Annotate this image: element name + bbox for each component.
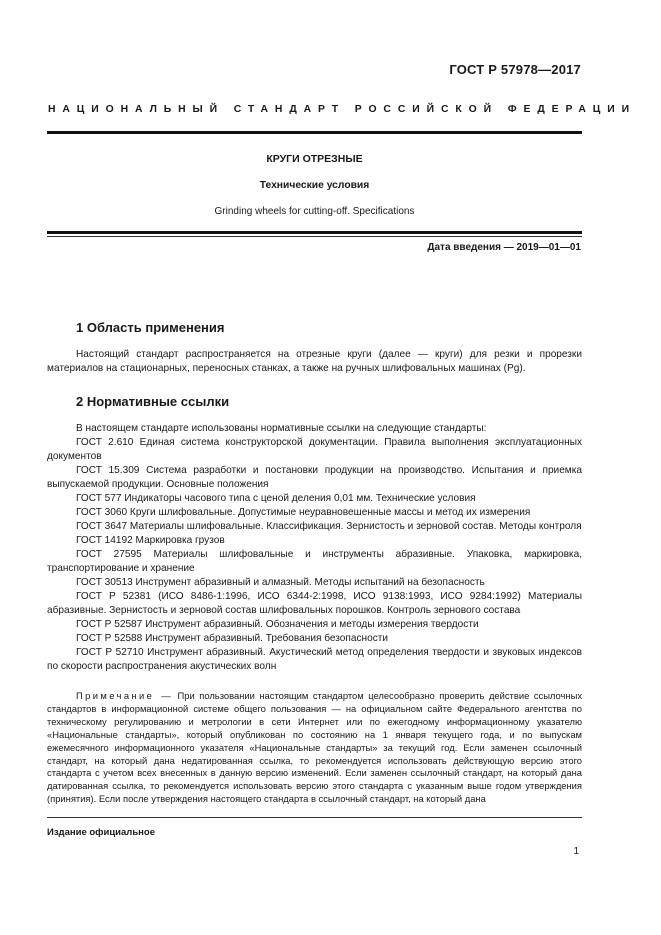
document-english-title: Grinding wheels for cutting-off. Specifications — [214, 206, 415, 217]
edition-label: Издание официальное — [47, 827, 155, 838]
national-standard-heading: НАЦИОНАЛЬНЫЙ СТАНДАРТ РОССИЙСКОЙ ФЕДЕРАЦИИ — [48, 104, 637, 115]
document-code: ГОСТ Р 57978—2017 — [449, 62, 581, 77]
reference-item: ГОСТ 3647 Материалы шлифовальные. Классификация. Зернистость и зерновой состав. Методы контроля — [76, 521, 582, 532]
reference-item: ГОСТ 27595 Материалы шлифовальные и инструменты абразивные. Упаковка, маркировка, транспортирование и хранение — [47, 549, 582, 574]
page-number: 1 — [573, 846, 579, 857]
reference-item: ГОСТ Р 52588 Инструмент абразивный. Требования безопасности — [76, 633, 389, 644]
reference-item: ГОСТ Р 52587 Инструмент абразивный. Обозначения и методы измерения твердости — [76, 619, 479, 630]
document-title: КРУГИ ОТРЕЗНЫЕ — [266, 153, 363, 165]
reference-item: ГОСТ Р 52381 (ИСО 8486-1:1996, ИСО 6344-2:1998, ИСО 9138:1993, ИСО 9284:1992) Материалы абразивные. Зернистость и зерновой состав шлифовальных порошков. Контроль зернового состава — [47, 591, 582, 616]
reference-item: ГОСТ Р 52710 Инструмент абразивный. Акустический метод определения твердости и звуковых индексов по скорости распространения акустических волн — [47, 647, 582, 672]
reference-item: ГОСТ 30513 Инструмент абразивный и алмазный. Методы испытаний на безопасность — [76, 577, 485, 588]
reference-item: ГОСТ 14192 Маркировка грузов — [76, 535, 225, 546]
note-label: Примечание — — [76, 690, 173, 701]
note-text: При пользовании настоящим стандартом целесообразно проверить действие ссылочных стандартов в информационной системе общего пользования — на официальном сайте Федерального агентства по техническому регулированию и метрологии в сети Интернет или по ежегодному информационному указателю «Национальные стандарты», который опубликован по состоянию на 1 января текущего года, и по выпускам ежемесячного информационного указателя «Национальные стандарты» за текущий год. Если заменен ссылочный стандарт, на который дана недатированная ссылка, то рекомендуется использовать действующую версию этого стандарта с учетом всех внесенных в данную версию изменений. Если заменен ссылочный стандарт, на который дана датированная ссылка, то рекомендуется использовать версию этого стандарта с указанным выше годом утверждения (принятия). Если после утверждения настоящего стандарта в ссылочный стандарт, на который дана — [47, 690, 583, 805]
section-2-heading: 2 Нормативные ссылки — [76, 394, 230, 409]
document-subtitle: Технические условия — [259, 180, 370, 191]
introduction-date: Дата введения — 2019—01—01 — [427, 242, 581, 253]
reference-item: ГОСТ 577 Индикаторы часового типа с ценой деления 0,01 мм. Технические условия — [76, 493, 476, 504]
section-1-text-block — [47, 348, 582, 376]
section-1-paragraph: Настоящий стандарт распространяется на отрезные круги (далее — круги) для резки и прорезки материалов на стационарных, переносных станках, а также на ручных шлифовальных машинах (Pg). — [47, 349, 582, 374]
reference-item: ГОСТ 2.610 Единая система конструкторской документации. Правила выполнения эксплуатационных документов — [47, 437, 582, 462]
title-rule-thick — [47, 231, 582, 234]
reference-item: ГОСТ 3060 Круги шлифовальные. Допустимые неуравновешенные массы и метод их измерения — [76, 507, 531, 518]
section-1-heading: 1 Область применения — [76, 320, 225, 335]
reference-item: ГОСТ 15.309 Система разработки и постановки продукции на производство. Испытания и приемка выпускаемой продукции. Основные положения — [47, 465, 582, 490]
top-rule — [47, 131, 582, 134]
references-list — [47, 422, 582, 674]
footer-rule — [47, 817, 582, 818]
title-rule-thin — [47, 236, 582, 237]
references-intro: В настоящем стандарте использованы нормативные ссылки на следующие стандарты: — [76, 423, 487, 434]
note-block — [47, 690, 582, 806]
